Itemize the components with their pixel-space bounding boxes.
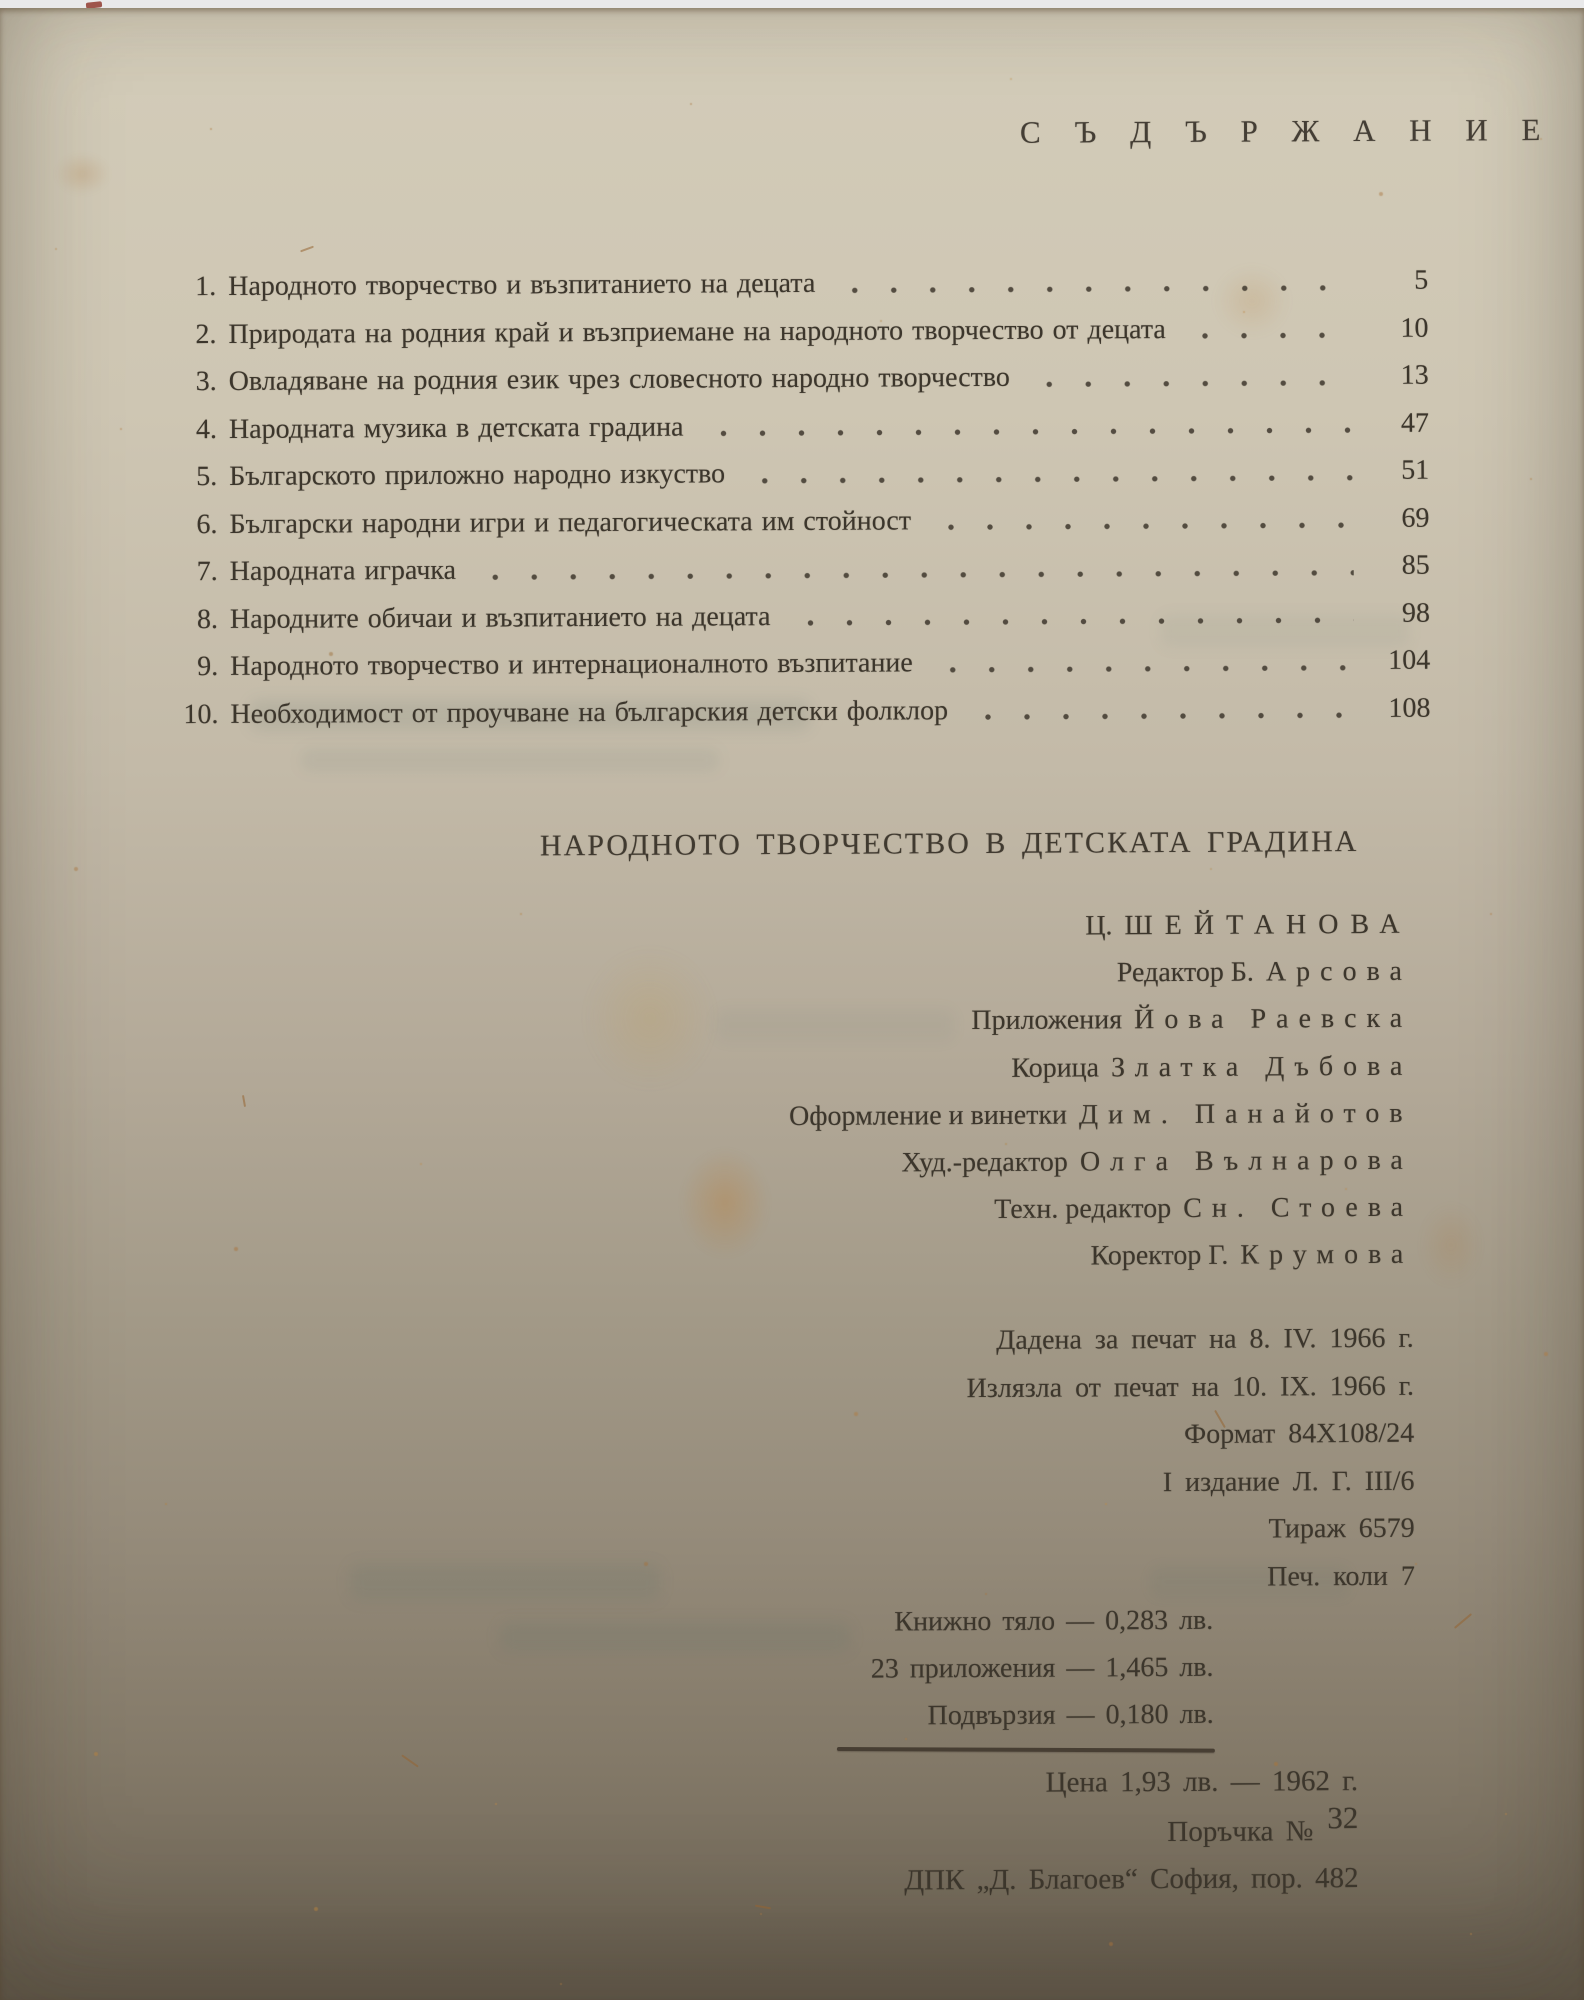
paper-sheet: [0, 8, 1584, 2000]
toc-entry-number: 3.: [195, 366, 217, 398]
toc-entry-title: Необходимост от проучване на българския детски фолклор: [230, 694, 949, 730]
book-title: НАРОДНОТО ТВОРЧЕСТВО В ДЕТСКАТА ГРАДИНА: [539, 825, 1359, 863]
price-line: Подвързия — 0,180 лв.: [927, 1698, 1214, 1732]
toc-entry-number: 4.: [195, 413, 218, 445]
credit-label: Приложения: [971, 1004, 1123, 1037]
toc-entry-number: 2.: [195, 318, 217, 350]
toc-entry-title: Овладяване на родния език чрез словесното народно творчество: [228, 361, 1010, 397]
toc-entry: [167, 447, 1429, 501]
toc-entry: [168, 684, 1430, 738]
credit-label: Корица: [1011, 1052, 1100, 1084]
credits-block: [788, 901, 1413, 1282]
price-total-line: Цена 1,93 лв. — 1962 г.: [1045, 1765, 1359, 1799]
toc-dot-leader: [741, 447, 1353, 498]
credit-name: ШЕЙТАНОВА: [1124, 908, 1412, 942]
credit-line: [788, 901, 1412, 951]
toc-entry: [168, 542, 1430, 596]
imprint-line: Излязла от печат на 10. IX. 1966 г.: [966, 1370, 1415, 1404]
printed-content: [0, 4, 1584, 2000]
footer-block: [904, 1758, 1359, 1905]
imprint-line: Печ. коли 7: [1267, 1560, 1416, 1593]
toc-entry-page: 5: [1414, 264, 1429, 296]
credit-line: [789, 1184, 1413, 1234]
toc-heading: С Ъ Д Ъ Р Ж А Н И Е: [1019, 112, 1554, 150]
credit-line: [789, 1042, 1413, 1092]
toc-entry: [167, 494, 1429, 548]
toc-dot-leader: [964, 685, 1355, 735]
toc-entry-number: 8.: [196, 603, 219, 635]
toc-entry-number: 10.: [183, 698, 219, 730]
toc-entry-page: 98: [1401, 597, 1431, 629]
price-breakdown-block: [870, 1597, 1213, 1740]
credit-label: Оформление и винетки: [789, 1099, 1068, 1132]
toc-entry-title: Народната играчка: [229, 554, 457, 587]
toc-entry: [166, 257, 1428, 311]
credit-name: Крумова: [1240, 1239, 1414, 1272]
credit-label: Ц.: [1085, 910, 1113, 942]
toc-entry: [168, 637, 1430, 691]
toc-entry-page: 104: [1388, 644, 1431, 676]
toc-entry: [166, 304, 1428, 358]
imprint-line: Дадена за печат на 8. IV. 1966 г.: [996, 1322, 1414, 1356]
total-rule-line: [837, 1747, 1215, 1753]
imprint-line: Тираж 6579: [1268, 1513, 1415, 1545]
credit-line: [789, 995, 1413, 1045]
toc-entry-number: 5.: [196, 461, 218, 493]
toc-dot-leader: [699, 400, 1353, 451]
credit-name: Златка Дъбова: [1110, 1050, 1413, 1083]
toc-dot-leader: [472, 542, 1354, 594]
toc-entry-title: Природата на родния край и възприемане на народното творчество от децата: [228, 313, 1166, 350]
credit-name: Сн. Стоева: [1183, 1191, 1414, 1225]
toc-dot-leader: [927, 495, 1354, 545]
credit-name: Арсова: [1265, 955, 1412, 988]
toc-entry-page: 10: [1400, 312, 1429, 344]
credit-name: Йова Раевска: [1133, 1003, 1413, 1036]
price-line: 23 приложения — 1,465 лв.: [870, 1651, 1214, 1685]
toc-entry-number: 6.: [196, 508, 218, 540]
toc-entry-title: Народните обичаи и възпитанието на децата: [229, 600, 771, 635]
imprint-block: [966, 1315, 1415, 1603]
toc-entry-page: 13: [1400, 359, 1429, 391]
table-of-contents: [166, 257, 1430, 739]
credit-label: Коректор Г.: [1090, 1240, 1229, 1272]
credit-line: [789, 1137, 1413, 1187]
printer-line: ДПК „Д. Благоев“ София, пор. 482: [904, 1862, 1359, 1897]
toc-entry-page: 47: [1400, 407, 1430, 439]
credit-line: [789, 1090, 1413, 1140]
toc-entry-page: 51: [1401, 454, 1430, 486]
credit-name: Дим. Панайотов: [1078, 1097, 1413, 1131]
price-line: Книжно тяло — 0,283 лв.: [894, 1604, 1214, 1638]
toc-entry-number: 7.: [196, 556, 218, 588]
toc-dot-leader: [1026, 352, 1353, 401]
credit-label: Техн. редактор: [994, 1193, 1172, 1226]
toc-dot-leader: [786, 590, 1354, 640]
toc-entry-number: 1.: [195, 271, 217, 303]
toc-dot-leader: [831, 257, 1352, 307]
toc-dot-leader: [929, 637, 1355, 687]
toc-entry: [168, 589, 1430, 643]
toc-entry-title: Народното творчество и възпитанието на децата: [228, 267, 816, 302]
toc-entry-page: 108: [1388, 692, 1431, 724]
order-number: 32: [1327, 1799, 1359, 1835]
credit-label: Редактор Б.: [1116, 956, 1254, 989]
toc-entry-title: Български народни игри и педагогическата им стойност: [229, 504, 912, 540]
credit-line: [790, 1231, 1414, 1281]
credit-line: [788, 948, 1412, 998]
toc-entry: [167, 399, 1429, 453]
toc-entry-title: Българското приложно народно изкуство: [229, 458, 726, 492]
toc-entry-page: 85: [1401, 549, 1430, 581]
order-line: [904, 1799, 1359, 1858]
paper-fiber-specks: [0, 8, 2, 10]
credit-label: Худ.-редактор: [901, 1146, 1068, 1179]
toc-entry-page: 69: [1401, 502, 1430, 534]
toc-entry-title: Народната музика в детската градина: [228, 411, 684, 445]
toc-entry-number: 9.: [197, 650, 219, 683]
toc-entry: [167, 352, 1429, 406]
toc-entry-title: Народното творчество и интернационалното възпитание: [230, 647, 913, 682]
toc-dot-leader: [1182, 305, 1353, 353]
imprint-line: I издание Л. Г. III/6: [1162, 1465, 1415, 1498]
credit-name: Олга Вълнарова: [1079, 1144, 1413, 1178]
order-label: Поръчка №: [1167, 1814, 1314, 1848]
imprint-line: Формат 84X108/24: [1184, 1417, 1415, 1451]
